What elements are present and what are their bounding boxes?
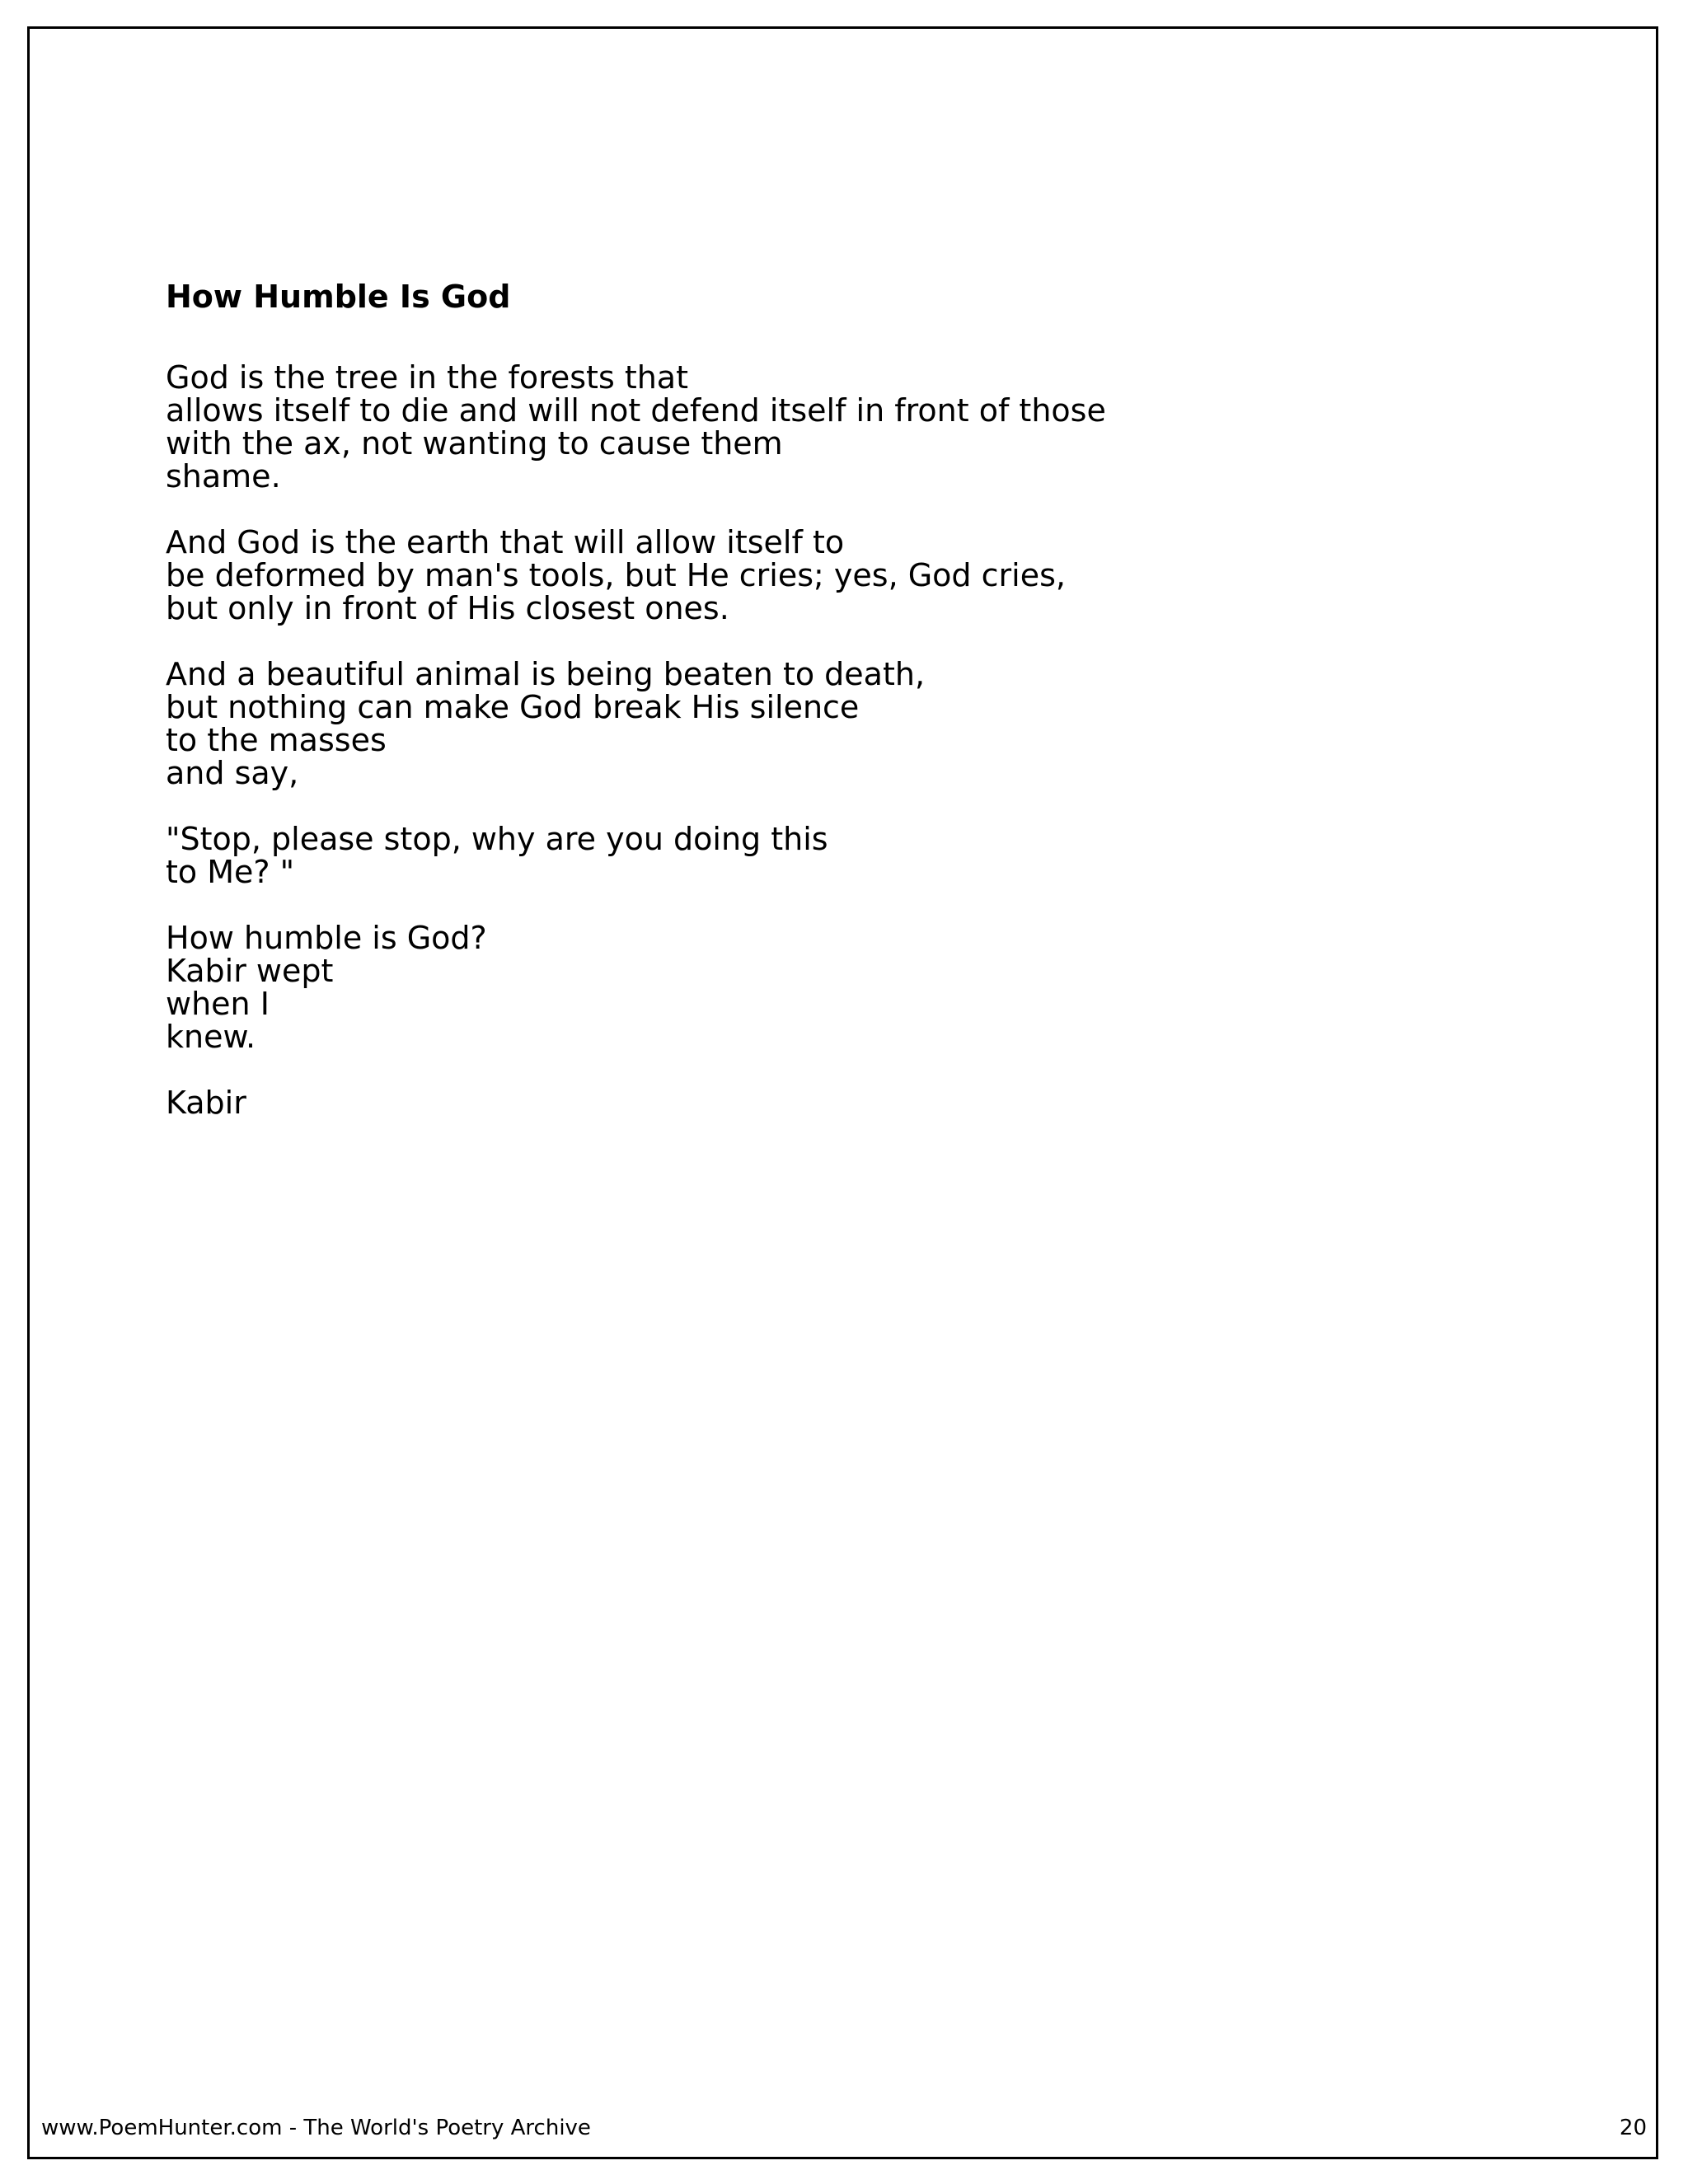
stanza-4 <box>166 823 1106 888</box>
poem-line: And a beautiful animal is being beaten to death, <box>166 656 926 692</box>
poem-line: And God is the earth that will allow itself to <box>166 524 845 560</box>
poem-line: to Me? " <box>166 854 295 890</box>
poem-line: God is the tree in the forests that <box>166 359 688 396</box>
poem-line: when I <box>166 986 270 1022</box>
poem-line: and say, <box>166 755 299 791</box>
poem-body <box>166 361 1106 1119</box>
poem-title: How Humble Is God <box>166 279 511 315</box>
poem-line: with the ax, not wanting to cause them <box>166 425 783 462</box>
poem-line: knew. <box>166 1019 256 1055</box>
stanza-1 <box>166 361 1106 493</box>
stanza-3 <box>166 658 1106 790</box>
poem-line: "Stop, please stop, why are you doing this <box>166 821 828 857</box>
page-number: 20 <box>1619 2116 1647 2140</box>
footer-source: www.PoemHunter.com - The World's Poetry Archive <box>41 2116 591 2140</box>
poem-line: be deformed by man's tools, but He cries; yes, God cries, <box>166 557 1066 593</box>
poem-line: allows itself to die and will not defend itself in front of those <box>166 392 1106 429</box>
poem-line: How humble is God? <box>166 920 487 956</box>
stanza-5 <box>166 921 1106 1053</box>
poem-line: Kabir wept <box>166 953 334 989</box>
poem-line: shame. <box>166 458 281 494</box>
poem-line: but only in front of His closest ones. <box>166 590 729 626</box>
poem-line: to the masses <box>166 722 387 758</box>
poem-line: but nothing can make God break His silence <box>166 689 860 725</box>
stanza-2 <box>166 526 1106 625</box>
poem-author: Kabir <box>166 1085 246 1121</box>
